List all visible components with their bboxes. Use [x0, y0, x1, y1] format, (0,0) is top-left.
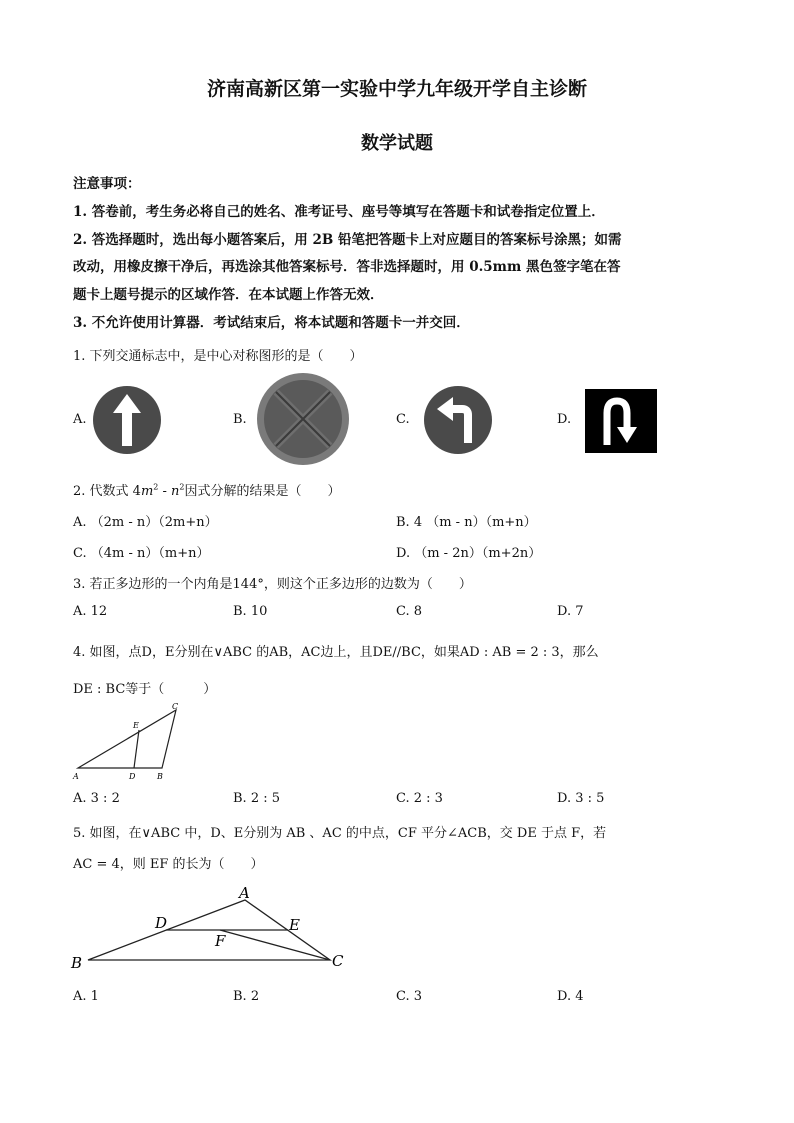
q4-option-c: C. 2 : 3 — [396, 791, 443, 806]
page-subtitle: 数学试题 — [361, 133, 433, 154]
q2-option-c: C. （4m - n）（m+n） — [73, 546, 210, 561]
q1-stem: 1. 下列交通标志中，是中心对称图形的是（ ） — [73, 349, 363, 364]
q4-label-e: E — [133, 721, 139, 730]
page-title: 济南高新区第一实验中学九年级开学自主诊断 — [206, 78, 587, 100]
q5-option-d: D. 4 — [557, 989, 584, 1004]
q2-option-a: A. （2m - n）（2m+n） — [73, 515, 218, 530]
notes-heading: 注意事项： — [73, 176, 141, 192]
q5-option-c: C. 3 — [396, 989, 423, 1004]
left-turn-sign-icon — [423, 385, 493, 455]
q3-stem: 3. 若正多边形的一个内角是144°，则这个正多边形的边数为（ ） — [73, 577, 472, 592]
q5-label-f: F — [215, 932, 226, 950]
no-stopping-sign-icon — [256, 372, 350, 466]
q4-triangle-figure — [70, 700, 190, 782]
q5-label-b: B — [71, 954, 83, 972]
q5-stem-line-1: 5. 如图，在∨ABC 中，D、E分别为 AB 、AC 的中点，CF 平分∠ACB，交 DE 于点 F，若 — [73, 826, 607, 841]
q5-option-b: B. 2 — [233, 989, 260, 1004]
q2-option-b: B. 4 （m - n）（m+n） — [396, 515, 537, 530]
q3-option-c: C. 8 — [396, 604, 423, 619]
notes-line-1: 1. 答卷前，考生务必将自己的姓名、准考证号、座号等填写在答题卡和试卷指定位置上． — [73, 204, 605, 220]
q2-option-d: D. （m - 2n）（m+2n） — [396, 546, 542, 561]
notes-line-3: 3. 不允许使用计算器．考试结束后，将本试题和答题卡一并交回． — [73, 315, 470, 331]
q3-option-b: B. 10 — [233, 604, 268, 619]
q1-label-d: D. — [557, 412, 572, 427]
notes-line-2c: 题卡上题号提示的区域作答．在本试题上作答无效． — [73, 287, 384, 303]
q4-label-a: A — [73, 772, 79, 781]
q4-label-c: C — [172, 702, 179, 711]
straight-arrow-sign-icon — [92, 385, 162, 455]
q2-stem: 2. 代数式 $4m^2 - n^2$因式分解的结果是（ ） — [73, 482, 341, 499]
q1-label-b: B. — [233, 412, 247, 427]
q1-label-a: A. — [73, 412, 87, 427]
notes-line-2a: 2. 答选择题时，选出每小题答案后，用 2B 铅笔把答题卡上对应题目的答案标号涂黑；如需 — [73, 232, 622, 248]
q4-option-d: D. 3 : 5 — [557, 791, 605, 806]
q5-option-a: A. 1 — [73, 989, 99, 1004]
notes-line-2b: 改动，用橡皮擦干净后，再选涂其他答案标号．答非选择题时，用 0.5mm 黑色签字笔在答 — [73, 259, 621, 275]
q5-label-a: A — [239, 884, 250, 902]
q3-option-d: D. 7 — [557, 604, 584, 619]
u-turn-sign-icon — [585, 389, 657, 453]
q1-label-c: C. — [396, 412, 410, 427]
q4-stem-line-2: DE : BC等于（ ） — [73, 682, 217, 697]
q4-option-b: B. 2 : 5 — [233, 791, 281, 806]
q5-label-d: D — [155, 914, 168, 932]
q4-label-b: B — [157, 772, 163, 781]
q4-stem-line-1: 4. 如图，点D，E分别在∨ABC 的AB，AC边上，且DE//BC，如果AD : AB = 2 : 3，那么 — [73, 645, 599, 660]
q4-label-d: D — [129, 772, 136, 781]
q5-stem-line-2: AC = 4，则 EF 的长为（ ） — [73, 857, 264, 872]
q4-option-a: A. 3 : 2 — [73, 791, 120, 806]
q5-label-e: E — [289, 916, 300, 934]
q3-option-a: A. 12 — [73, 604, 108, 619]
q5-triangle-figure — [65, 880, 365, 975]
q5-label-c: C — [332, 952, 344, 970]
